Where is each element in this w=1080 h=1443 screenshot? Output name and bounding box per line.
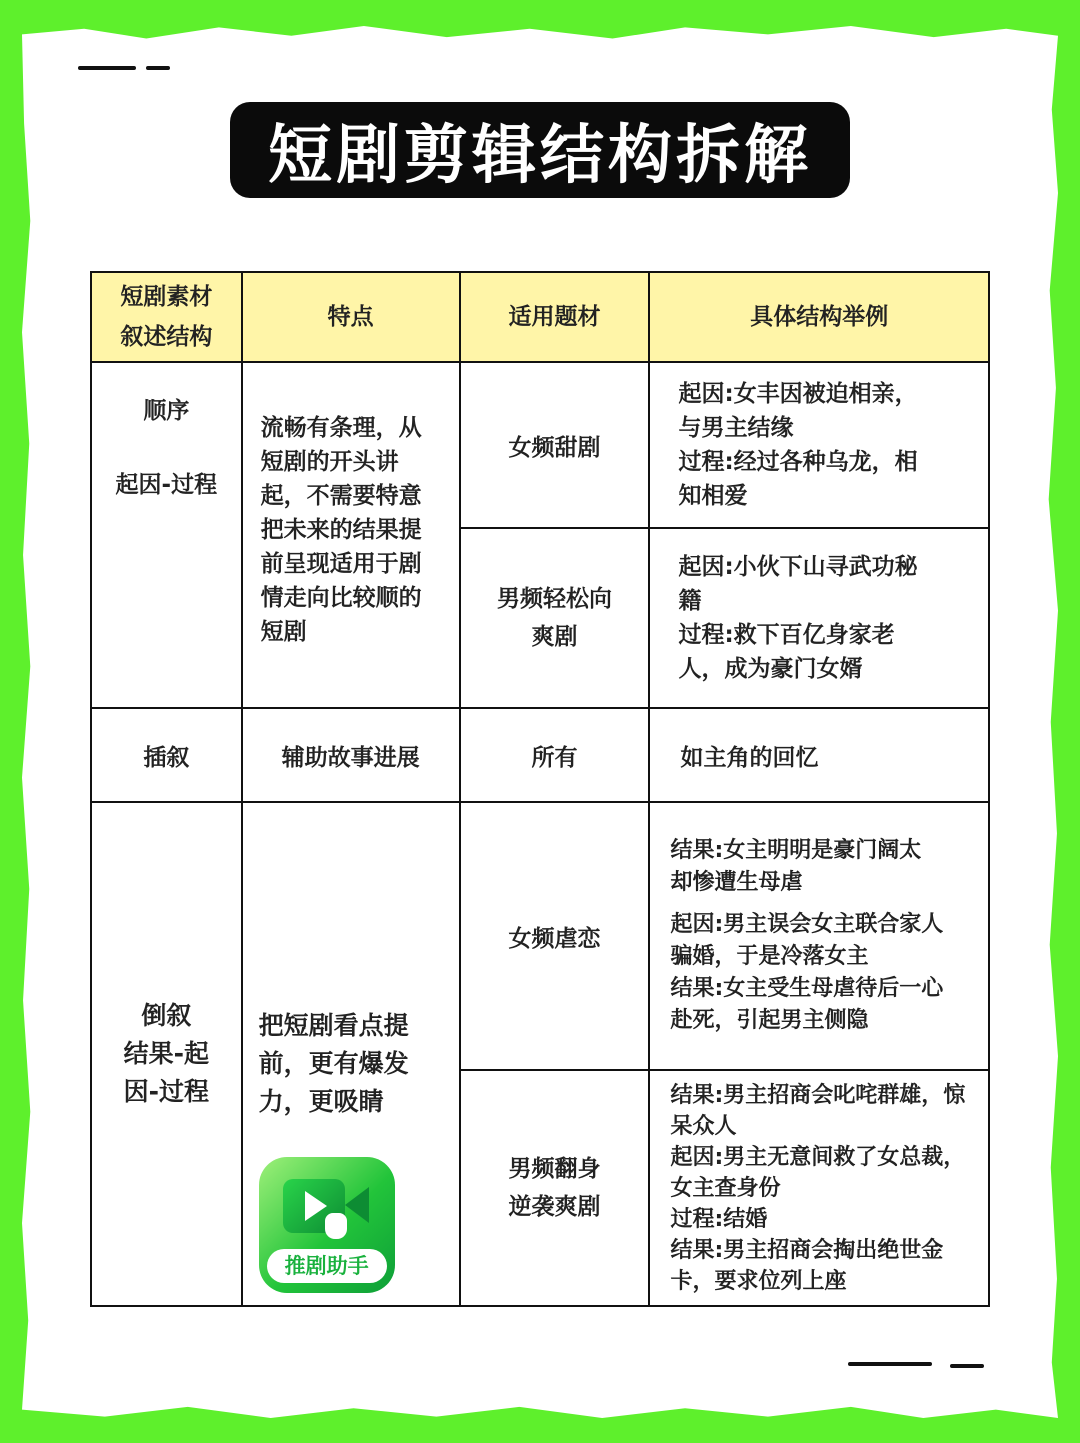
genre-cell xyxy=(460,1070,650,1306)
title-banner xyxy=(230,102,850,198)
example-line: 过程:救下百亿身家老 xyxy=(678,622,895,648)
example-cell xyxy=(649,1070,989,1306)
structure-name: 倒叙 xyxy=(141,1001,192,1030)
play-icon xyxy=(305,1191,327,1221)
page-title: 短剧剪辑结构拆解 xyxy=(268,119,812,193)
table-header-row xyxy=(91,272,989,362)
genre-cell: 所有 xyxy=(460,708,650,802)
genre-cell xyxy=(460,528,650,708)
table-row xyxy=(91,708,989,802)
feature-insert: 辅助故事进展 xyxy=(242,708,460,802)
example-line: 女主查身份 xyxy=(670,1175,781,1201)
example-line: 籍 xyxy=(678,588,702,614)
hand-icon xyxy=(325,1213,347,1239)
header-line: 叙述结构 xyxy=(120,324,213,350)
feature-line: 力，更吸睛 xyxy=(258,1087,384,1116)
header-genre: 适用题材 xyxy=(460,272,650,362)
feature-line: 前，更有爆发 xyxy=(258,1049,409,1078)
example-line: 起因:男主无意间救了女总裁， xyxy=(670,1144,966,1170)
example-line: 知相爱 xyxy=(678,483,748,509)
example-line: 赴死，引起男主侧隐 xyxy=(670,1008,869,1033)
example-line: 结果:女主明明是豪门阔太 xyxy=(670,838,922,863)
structure-reverse xyxy=(91,802,242,1306)
feature-reverse xyxy=(242,802,460,1306)
genre-line: 爽剧 xyxy=(531,624,578,650)
example-line: 结果:男主招商会叱咤群雄，惊 xyxy=(670,1082,966,1108)
example-cell xyxy=(649,528,989,708)
example-line: 结果:男主招商会掏出绝世金 xyxy=(670,1237,944,1263)
example-line: 却惨遭生母虐 xyxy=(670,870,803,895)
example-line: 起因:男主误会女主联合家人 xyxy=(670,912,944,937)
header-line: 短剧素材 xyxy=(120,284,213,310)
example-line: 起因:女丰因被迫相亲， xyxy=(678,381,918,407)
table-row xyxy=(91,802,989,1070)
example-cell xyxy=(649,362,989,528)
decor-dash xyxy=(950,1364,984,1368)
header-structure xyxy=(91,272,242,362)
decor-dash xyxy=(146,66,170,70)
example-line: 骗婚，于是冷落女主 xyxy=(670,944,869,969)
structure-subtitle: 起因-过程 xyxy=(115,472,218,498)
feature-sequential: 流畅有条理，从短剧的开头讲起，不需要特意把未来的结果提前呈现适用于剧情走向比较顺的短剧 xyxy=(242,362,460,708)
table-row xyxy=(91,362,989,528)
example-line: 人，成为豪门女婿 xyxy=(678,656,863,682)
example-line: 呆众人 xyxy=(670,1113,737,1139)
structure-name: 顺序 xyxy=(143,398,190,424)
example-line: 起因:小伙下山寻武功秘 xyxy=(678,554,918,580)
structure-table xyxy=(90,271,990,1307)
header-feature: 特点 xyxy=(242,272,460,362)
decor-dash xyxy=(848,1362,932,1366)
decor-dash xyxy=(78,66,136,70)
feature-line: 把短剧看点提 xyxy=(258,1011,409,1040)
camera-lens-icon xyxy=(345,1187,369,1223)
example-line: 过程:结婚 xyxy=(670,1206,768,1232)
genre-cell: 女频虐恋 xyxy=(460,802,650,1070)
example-line: 结果:女主受生母虐待后一心 xyxy=(670,976,944,1001)
app-label: 推剧助手 xyxy=(267,1249,387,1283)
genre-line: 男频翻身 xyxy=(508,1156,601,1182)
structure-subtitle: 因-过程 xyxy=(123,1077,210,1106)
genre-line: 逆袭爽剧 xyxy=(508,1194,601,1220)
example-cell: 如主角的回忆 xyxy=(649,708,989,802)
example-line: 卡，要求位列上座 xyxy=(670,1268,847,1294)
example-line: 过程:经过各种乌龙，相 xyxy=(678,449,918,475)
example-cell xyxy=(649,802,989,1070)
structure-subtitle: 结果-起 xyxy=(123,1039,210,1068)
header-example: 具体结构举例 xyxy=(649,272,989,362)
example-line: 与男主结缘 xyxy=(678,415,794,441)
genre-line: 男频轻松向 xyxy=(497,586,613,612)
structure-insert: 插叙 xyxy=(91,708,242,802)
genre-cell: 女频甜剧 xyxy=(460,362,650,528)
app-icon[interactable] xyxy=(259,1157,395,1293)
structure-sequential xyxy=(91,362,242,708)
